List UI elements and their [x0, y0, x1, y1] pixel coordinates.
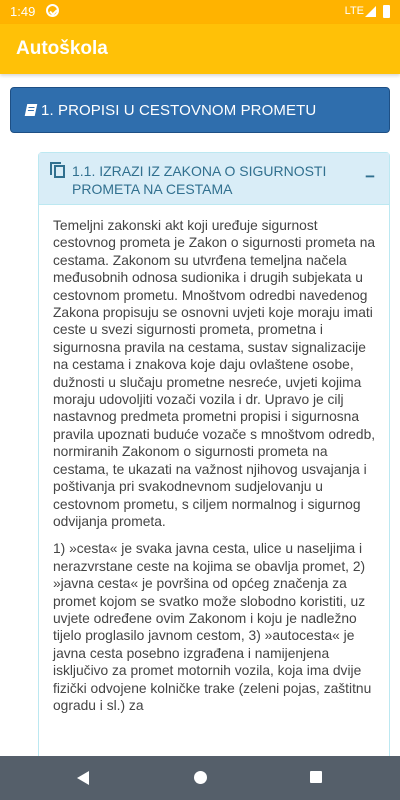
app-bar — [0, 24, 400, 74]
app-title: Autoškola — [16, 38, 108, 59]
signal-icon — [365, 6, 376, 17]
document-copy-icon — [54, 165, 65, 178]
section-body — [53, 217, 377, 724]
status-bar — [0, 0, 400, 24]
status-time: 1:49 — [10, 4, 36, 19]
collapse-toggle[interactable]: − — [365, 167, 375, 186]
book-icon — [25, 104, 38, 116]
system-nav-bar — [0, 756, 400, 800]
section-paragraph: Temeljni zakonski akt koji uređuje sigurnost cestovnog prometa je Zakon o sigurnosti prometa na cestama. Zakonom su utvrđena temeljna načela međusobnih odnosa sudionika i drugih subjekata u cestovnom prometu. Mnoštvom odredbi navedenog Zakona propisuju se osnovni uvjeti koje moraju imati ceste u svezi sigurnosti prometa, prometna i sigurnosna pravila na cestama, sustav signalizacije na cestama i znakova koje daju ovlaštene osobe, dužnosti u slučaju prometne nesreće, uvjeti kojima moraju udovoljiti vozači vozila i dr. Upravo je cilj nastavnog predmeta prometni propisi i sigurnosna pravila upoznati buduće vozače s mnoštvom odredb, normiranih Zakonom o sigurnosti prometa na cestama, te ukazati na važnost njihovog usvajanja i poštivanja pri svakodnevnom sudjelovanju u cestovnom prometu, s ciljem normalnog i sigurnog odvijanja prometa. — [53, 218, 376, 529]
sync-icon — [46, 4, 59, 17]
network-type: LTE — [344, 5, 364, 17]
chapter-header[interactable] — [10, 87, 390, 133]
section-panel — [38, 152, 390, 756]
content-scroll[interactable] — [0, 74, 400, 756]
section-paragraph: 1) »cesta« je svaka javna cesta, ulice u naseljima i nerazvrstane ceste na kojima se obavlja promet, 2) »javna cesta« je površina od općeg značenja za promet kojom se svatko može slobodno koristiti, uz uvjete određene ovim Zakonom i koju je nadležno tijelo proglasilo javnom cestom, 3) »autocesta« je javna cesta posebno izgrađena i namijenjena isključivo za promet motornih vozila, koja ima dvije fizički odvojene kolničke trake (zeleni pojas, zaštitnu ogradu i sl.) za — [53, 541, 372, 713]
recents-icon[interactable] — [310, 771, 322, 783]
chapter-title: 1. PROPISI U CESTOVNOM PROMETU — [41, 102, 317, 119]
home-icon[interactable] — [194, 771, 207, 784]
section-title: 1.1. IZRAZI IZ ZAKONA O SIGURNOSTI PROMETA NA CESTAMA — [72, 163, 327, 197]
battery-icon — [383, 5, 390, 18]
section-header[interactable] — [39, 153, 389, 205]
back-icon[interactable] — [77, 771, 89, 785]
